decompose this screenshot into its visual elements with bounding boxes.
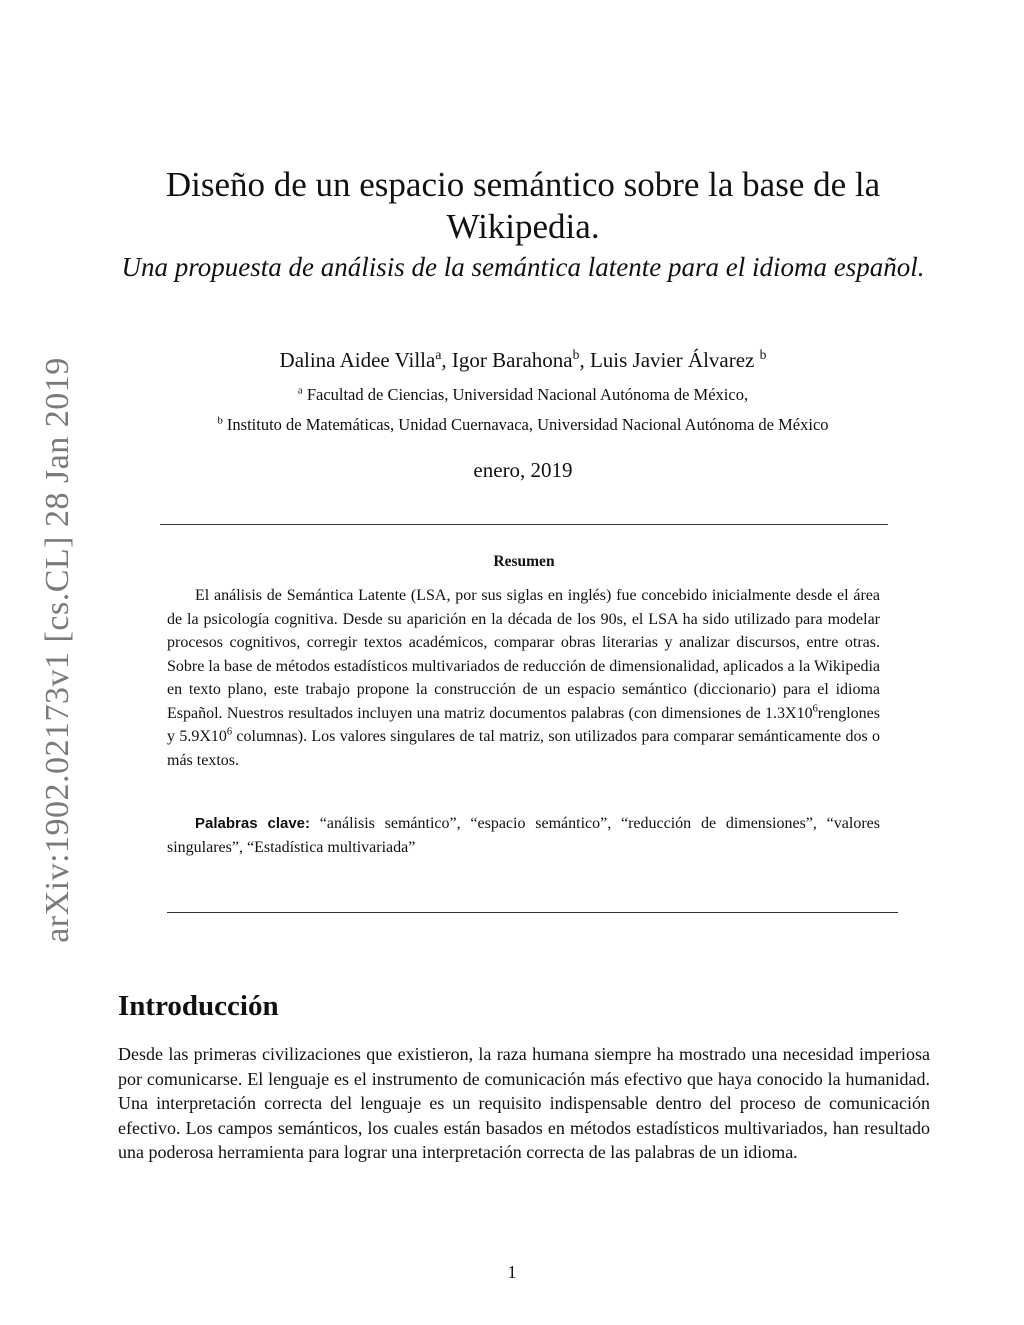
abstract-body bbox=[167, 584, 880, 772]
paper-title: Diseño de un espacio semántico sobre la base de la Wikipedia. bbox=[165, 165, 881, 246]
author-separator: , bbox=[441, 348, 452, 372]
abstract-top-rule bbox=[160, 524, 888, 525]
paper-subtitle: Una propuesta de análisis de la semántica latente para el idioma español. bbox=[121, 252, 925, 282]
author-name: Dalina Aidee Villa bbox=[279, 348, 436, 372]
keywords-text: “análisis semántico”, “espacio semántico”, “reducción de dimensiones”, “valores singulares”, “Estadística multivariada” bbox=[167, 815, 880, 856]
affiliation-text: Facultad de Ciencias, Universidad Nacional Autónoma de México, bbox=[302, 385, 749, 404]
abstract-heading: Resumen bbox=[493, 553, 555, 570]
abstract-bottom-rule bbox=[167, 912, 898, 913]
author-affil-mark: b bbox=[572, 347, 580, 362]
author-name: Luis Javier Álvarez bbox=[589, 348, 760, 372]
author-list bbox=[118, 346, 928, 374]
section-title-introduccion: Introducción bbox=[118, 990, 279, 1022]
affiliation-a bbox=[118, 384, 928, 406]
author-affil-mark: a bbox=[435, 347, 442, 362]
author-name: Igor Barahona bbox=[451, 348, 573, 372]
affiliation-b bbox=[118, 414, 928, 436]
abstract-text-1: El análisis de Semántica Latente (LSA, por sus siglas en inglés) fue concebido inicialmente desde el área de la psicología cognitiva. Desde su aparición en la década de los 90s, el LSA ha sido utilizado para modelar procesos cognitivos, corregir textos académicos, comparar obras literarias y analizar discursos, entre otras. Sobre la base de métodos estadísticos multivariados de reducción de dimensionalidad, aplicados a la Wikipedia en texto plano, este trabajo propone la construcción de un espacio semántico (diccionario) para el idioma Español. Nuestros resultados incluyen una matriz documentos palabras (con dimensiones de 1.3X10 bbox=[167, 587, 880, 722]
affiliation-mark: b bbox=[217, 414, 223, 427]
abstract-exponent-2: 6 bbox=[226, 726, 233, 738]
abstract-exponent-1: 6 bbox=[812, 703, 818, 715]
affiliation-mark: a bbox=[297, 384, 303, 397]
keywords-label: Palabras clave: bbox=[195, 815, 311, 832]
arxiv-stamp: arXiv:1902.02173v1 [cs.CL] 28 Jan 2019 bbox=[39, 357, 76, 943]
author-separator: , bbox=[579, 348, 590, 372]
section-body-introduccion: Desde las primeras civilizaciones que existieron, la raza humana siempre ha mostrado una necesidad imperiosa por comunicarse. El lenguaje es el instrumento de comunicación más efectivo que haya conocido la humanidad. Una interpretación correcta del lenguaje es un requisito indispensable dentro del proceso de comunicación efectivo. Los campos semánticos, los cuales están basados en métodos estadísticos multivariados, han resultado una poderosa herramienta para lograr una interpretación correcta de las palabras de un idioma. bbox=[118, 1044, 930, 1162]
abstract-text-3: columnas). Los valores singulares de tal matriz, son utilizados para comparar semánticamente dos o más textos. bbox=[167, 728, 880, 769]
abstract-text-2: renglones y 5.9X10 bbox=[167, 704, 880, 745]
keywords bbox=[167, 812, 880, 859]
paper-date: enero, 2019 bbox=[473, 458, 573, 482]
affiliation-text: Instituto de Matemáticas, Unidad Cuernavaca, Universidad Nacional Autónoma de México bbox=[222, 415, 829, 434]
author-affil-mark: b bbox=[759, 347, 767, 362]
page-number: 1 bbox=[507, 1262, 517, 1282]
